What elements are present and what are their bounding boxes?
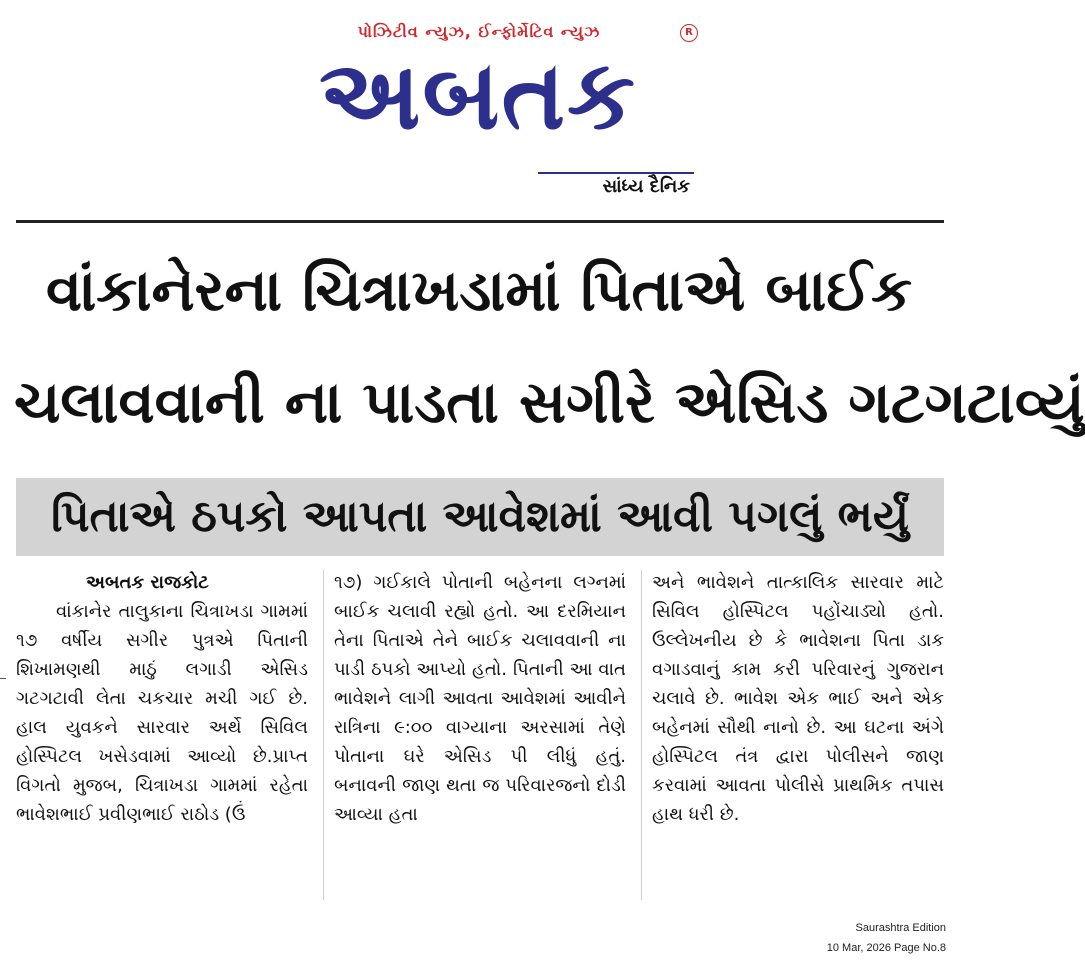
newspaper-logo: અબતક: [319, 39, 637, 151]
column-1-text: વાંકાનેર તાલુકાના ચિત્રાખડા ગામમાં ૧૭ વર્ષીય સગીર પુત્રએ પિતાની શિખામણથી માઠું લગાડી એસિડ ગટગટાવી લેતા ચકચાર મચી ગઈ છે. હાલ યુવકને સારવાર અર્થે સિવિલ હોસ્પિટલ ખસેડવામાં આવ્યો છે.પ્રાપ્ત વિગતો મુજબ, ચિત્રાખડા ગામમાં રહેતા ભાવેશભાઈ પ્રવીણભાઈ રાઠોડ (ઉં: [16, 601, 308, 825]
edition-rule: [538, 172, 694, 174]
headline-line-1: વાંકાનેરના ચિત્રાખડામાં પિતાએ બાઈક: [45, 256, 913, 324]
headline-line-2: ચલાવવાની ના પાડતા સગીરે એસિડ ગટગટાવ્યું: [14, 368, 1085, 436]
article-column-3: [652, 568, 944, 829]
footer-edition: Saurashtra Edition: [855, 922, 946, 934]
column-separator: [323, 570, 324, 900]
column-3-text: અને ભાવેશને તાત્કાલિક સારવાર માટે સિવિલ હોસ્પિટલ પહોંચાડ્યો હતો. ઉલ્લેખનીય છે કે ભાવેશના પિતા ડાક વગાડવાનું કામ કરી પરિવારનું ગુજરાન ચલાવે છે. ભાવેશ એક ભાઈ અને એક બહેનમાં સૌથી નાનો છે. આ ઘટના અંગે હોસ્પિટલ તંત્ર દ્વારા પોલીસને જાણ કરવામાં આવતા પોલીસે પ્રાથમિક તપાસ હાથ ધરી છે.: [652, 572, 944, 825]
byline: અબતક રાજકોટ: [86, 572, 209, 593]
article-column-1: [16, 568, 308, 829]
column-2-text: ૧૭) ગઈકાલે પોતાની બહેનના લગ્નમાં બાઈક ચલાવી રહ્યો હતો. આ દરમિયાન તેના પિતાએ તેને બાઈક ચલાવવાની ના પાડી ઠપકો આપ્યો હતો. પિતાની આ વાત ભાવેશને લાગી આવતા આવેશમાં આવીને રાત્રિના ૯:૦૦ વાગ્યાના અરસામાં તેણે પોતાના ઘરે એસિડ પી લીધું હતું. બનાવની જાણ થતા જ પરિવારજનો દોડી આવ્યા હતા: [334, 572, 626, 825]
masthead-divider: [16, 220, 944, 223]
subheadline: પિતાએ ઠપકો આપતા આવેશમાં આવી પગલું ભર્યું: [51, 491, 909, 542]
footer-date-page: 10 Mar, 2026 Page No.8: [826, 942, 946, 954]
registered-trademark-icon: R: [680, 24, 698, 42]
margin-mark: [0, 678, 6, 679]
column-separator: [641, 570, 642, 900]
masthead: [0, 0, 958, 222]
edition-type: સાંધ્ય દૈનિક: [602, 176, 690, 197]
masthead-tagline: પોઝિટીવ ન્યુઝ, ઈન્ફોર્મેટિવ ન્યુઝ: [357, 22, 601, 41]
article-column-2: [334, 568, 626, 829]
